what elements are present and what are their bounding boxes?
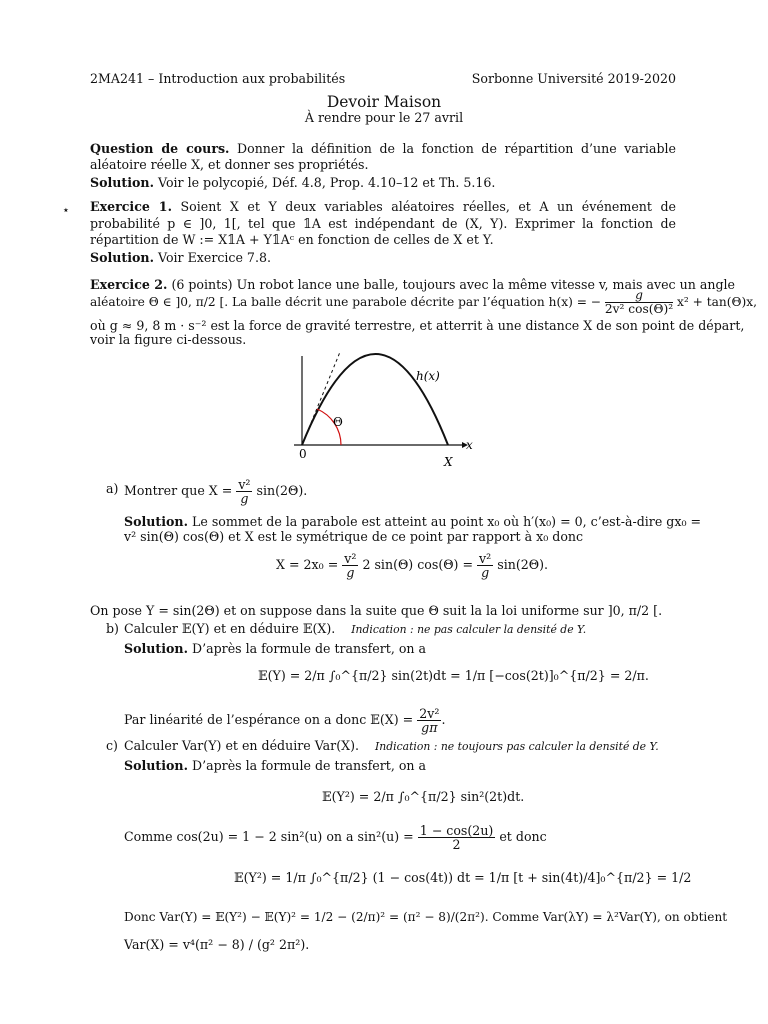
- part-c-equation-1: 𝔼(Y²) = 2/π ∫₀^{π/2} sin²(2t)dt.: [322, 789, 525, 804]
- part-c-question: [124, 738, 659, 754]
- star-marker: ⋆: [62, 202, 70, 217]
- angle-label: Θ: [333, 415, 343, 429]
- solution-text: Voir le polycopié, Déf. 4.8, Prop. 4.10–12 et Th. 5.16.: [158, 175, 496, 190]
- part-c-solution: [124, 758, 426, 773]
- part-c-donc-line: Donc Var(Y) = 𝔼(Y²) − 𝔼(Y)² = 1/2 − (2/π)² = (π² − 8)/(2π²). Comme Var(λY) = λ²Var(Y), on obtient: [124, 910, 728, 924]
- part-a-solution-line1: [124, 514, 701, 529]
- fraction-numerator: v²: [479, 551, 492, 566]
- exercice-2-text: Un robot lance une balle, toujours avec la même vitesse v, mais avec un angle: [236, 277, 735, 292]
- part-b-equation: 𝔼(Y) = 2/π ∫₀^{π/2} sin(2t)dt = 1/π [−cos(2t)]₀^{π/2} = 2/π.: [258, 668, 649, 683]
- part-c-text: Calculer Var(Y) et en déduire Var(X).: [124, 738, 359, 753]
- part-a-question: [124, 478, 307, 505]
- exercice-2-line2: [90, 289, 757, 316]
- trajectory-curve: [302, 354, 448, 445]
- solution-label: Solution.: [124, 758, 188, 773]
- part-b-label: b): [106, 621, 119, 636]
- question-cours: [90, 141, 676, 173]
- part-c-comme-line: [124, 824, 547, 851]
- equation-fraction-1: [342, 552, 358, 579]
- part-b-linearity: Par linéarité de l’espérance on a donc 𝔼(X) = $\frac{\text{2v²}}{g\pi}$ .: [124, 706, 446, 735]
- origin-label: 0: [299, 447, 307, 461]
- equation-left: X = 2x₀ =: [276, 557, 339, 572]
- part-a-fraction: [236, 478, 252, 505]
- part-a-solution-line2: v² sin(Θ) cos(Θ) et X est le symétrique de ce point par rapport à x₀ donc: [124, 529, 584, 544]
- comme-text: Comme cos(2u) = 1 − 2 sin²(u) on a sin²(u) =: [124, 829, 414, 844]
- part-c-equation-2: 𝔼(Y²) = 1/π ∫₀^{π/2} (1 − cos(4t)) dt = 1/π [t + sin(4t)/4]₀^{π/2} = 1/2: [234, 870, 692, 885]
- landing-label: X: [444, 455, 453, 469]
- exercice-2-line4: voir la figure ci-dessous.: [90, 332, 247, 347]
- equation-right: sin(2Θ).: [497, 557, 549, 572]
- exercice-1: [90, 199, 676, 249]
- part-b-indication: Indication : ne pas calculer la densité de Y.: [351, 623, 587, 636]
- fraction-denominator: 2: [452, 837, 461, 852]
- institution-header: Sorbonne Université 2019-2020: [471, 71, 676, 86]
- comme-after: et donc: [499, 829, 547, 844]
- solution-text: D’après la formule de transfert, on a: [192, 758, 427, 773]
- part-b-question: [124, 621, 586, 637]
- pose-statement: On pose Y = sin(2Θ) et on suppose dans la suite que Θ suit la la loi uniforme sur ]0, π/2 [.: [90, 603, 663, 618]
- question-cours-solution: [90, 175, 676, 190]
- exercice-1-text: Soient X et Y deux variables aléatoires réelles, et A un événement de probabilité p ∈ ]0, 1[, tel que 𝟙A est indépendant de (X, Y). Exprimer la fonction de répartition de W := X𝟙A + Y𝟙Aᶜ en fonction de celles de X et Y.: [90, 199, 676, 247]
- fraction-numerator: 2v²: [419, 706, 440, 721]
- equation-prefix: aléatoire Θ ∈ ]0, π/2 [. La balle décrit une parabole décrite par l’équation h(x) = −: [90, 295, 602, 309]
- part-a-equation: [276, 552, 548, 579]
- solution-label: Solution.: [90, 250, 154, 265]
- solution-label: Solution.: [124, 514, 188, 529]
- question-cours-text: Donner la définition de la fonction de répartition d’une variable aléatoire réelle X, et donner ses propriétés.: [90, 141, 676, 172]
- fraction-denominator: g: [346, 565, 355, 580]
- solution-label: Solution.: [124, 641, 188, 656]
- question-cours-label: Question de cours.: [90, 141, 230, 156]
- fraction-denominator: g: [240, 491, 249, 506]
- course-header: 2MA241 – Introduction aux probabilités: [90, 71, 346, 86]
- solution-label: Solution.: [90, 175, 154, 190]
- fraction-denominator: gπ: [421, 720, 438, 735]
- solution-text: Le sommet de la parabole est atteint au point x₀ où h′(x₀) = 0, c’est-à-dire gx₀ =: [192, 514, 702, 529]
- comme-fraction: [418, 824, 496, 851]
- exercice-1-label: Exercice 1.: [90, 199, 172, 214]
- trajectory-figure: [280, 348, 490, 473]
- part-b-solution: [124, 641, 426, 656]
- page-title: Devoir Maison: [326, 93, 442, 111]
- part-a-text: Montrer que X =: [124, 483, 233, 498]
- equation-fraction: [605, 289, 673, 316]
- equation-middle: 2 sin(Θ) cos(Θ) =: [362, 557, 474, 572]
- part-c-indication: Indication : ne toujours pas calculer la densité de Y.: [375, 740, 659, 753]
- part-b-text: Calculer 𝔼(Y) et en déduire 𝔼(X).: [124, 621, 336, 636]
- fraction-denominator: g: [481, 565, 490, 580]
- fraction-numerator: g: [605, 289, 673, 303]
- page-subtitle: À rendre pour le 27 avril: [304, 110, 464, 125]
- exercice-2-points: (6 points): [171, 277, 233, 292]
- solution-text: Voir Exercice 7.8.: [158, 250, 271, 265]
- part-c-label: c): [106, 738, 118, 753]
- solution-text: D’après la formule de transfert, on a: [192, 641, 427, 656]
- linearity-fraction: [417, 707, 441, 734]
- fraction-numerator: v²: [344, 551, 357, 566]
- part-c-var-x: Var(X) = v⁴(π² − 8) / (g² 2π²).: [124, 937, 310, 952]
- equation-suffix: x² + tan(Θ)x,: [677, 295, 757, 309]
- equation-fraction-2: [477, 552, 493, 579]
- x-axis-label: x: [466, 438, 473, 452]
- linearity-text: Par linéarité de l’espérance on a donc 𝔼(X) =: [124, 712, 414, 727]
- part-a-text-after: sin(2Θ).: [256, 483, 308, 498]
- fraction-numerator: v²: [238, 477, 251, 492]
- fraction-denominator: 2v² cos(Θ)²: [604, 302, 674, 316]
- part-a-label: a): [106, 481, 119, 496]
- exercice-1-solution: [90, 250, 676, 265]
- fraction-numerator: 1 − cos(2u): [419, 823, 494, 838]
- exercice-2-line3: où g ≈ 9, 8 m · s⁻² est la force de gravité terrestre, et atterrit à une distance X de son point de départ,: [90, 318, 745, 333]
- curve-label: h(x): [416, 369, 440, 383]
- exercice-2-label: Exercice 2.: [90, 277, 168, 292]
